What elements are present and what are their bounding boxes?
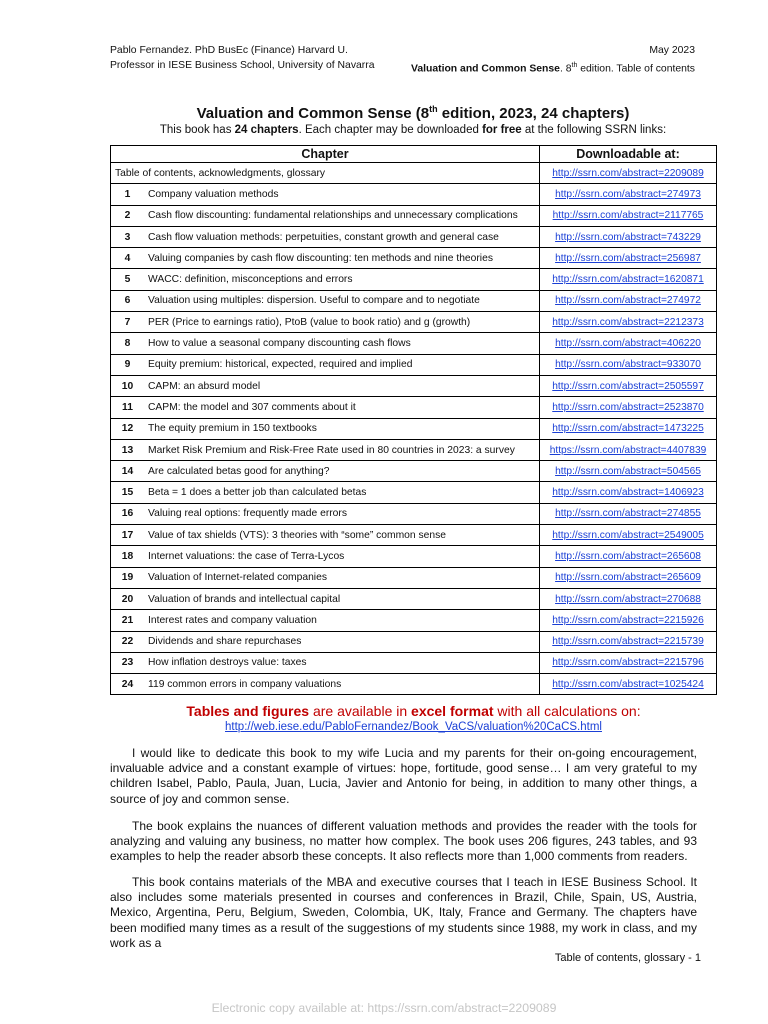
chapter-title: Company valuation methods <box>144 184 540 205</box>
chapter-link[interactable]: http://ssrn.com/abstract=2215739 <box>552 636 704 648</box>
chapter-link[interactable]: http://ssrn.com/abstract=2215796 <box>552 657 704 669</box>
chapter-link[interactable]: http://ssrn.com/abstract=1025424 <box>552 678 704 690</box>
chapter-title: Are calculated betas good for anything? <box>144 461 540 482</box>
chapter-number: 19 <box>111 567 145 588</box>
intro-link[interactable]: http://ssrn.com/abstract=2209089 <box>552 167 704 179</box>
table-row <box>111 226 717 247</box>
electronic-copy-watermark: Electronic copy available at: https://ssrn.com/abstract=2209089 <box>211 1001 557 1015</box>
table-row <box>111 610 717 631</box>
table-row <box>111 631 717 652</box>
table-row <box>111 567 717 588</box>
table-row <box>111 525 717 546</box>
chapter-title: Valuing real options: frequently made errors <box>144 503 540 524</box>
chapter-title: Cash flow discounting: fundamental relationships and unnecessary complications <box>144 205 540 226</box>
chapter-title: PER (Price to earnings ratio), PtoB (value to book ratio) and g (growth) <box>144 312 540 333</box>
chapter-title: Valuation of Internet-related companies <box>144 567 540 588</box>
chapter-title: The equity premium in 150 textbooks <box>144 418 540 439</box>
chapter-link[interactable]: http://ssrn.com/abstract=274972 <box>555 295 701 307</box>
chapter-link[interactable]: http://ssrn.com/abstract=1473225 <box>552 423 704 435</box>
chapter-link[interactable]: http://ssrn.com/abstract=2212373 <box>552 316 704 328</box>
chapter-number: 21 <box>111 610 145 631</box>
chapter-title: Valuation of brands and intellectual capital <box>144 588 540 609</box>
chapter-number: 24 <box>111 674 145 695</box>
chapter-column-header: Chapter <box>111 146 540 163</box>
chapter-number: 14 <box>111 461 145 482</box>
table-row <box>111 184 717 205</box>
table-row <box>111 248 717 269</box>
chapter-title: CAPM: an absurd model <box>144 375 540 396</box>
chapter-title: Interest rates and company valuation <box>144 610 540 631</box>
table-row <box>111 312 717 333</box>
chapter-link[interactable]: http://ssrn.com/abstract=2523870 <box>552 401 704 413</box>
chapter-number: 2 <box>111 205 145 226</box>
paragraph-book-description: The book explains the nuances of different valuation methods and provides the reader with the tools for analyzing and valuing any business, no matter how complex. The book uses 206 figures, 243 tables, and 93 examples to help the reader absorb these concepts. It also reflects more than 1,000 comments from readers. <box>110 819 697 864</box>
chapter-number: 23 <box>111 652 145 673</box>
tables-figures-link[interactable]: http://web.iese.edu/PabloFernandez/Book_VaCS/valuation%20CaCS.html <box>225 721 602 733</box>
table-header-row <box>111 146 717 163</box>
chapter-title: Equity premium: historical, expected, required and implied <box>144 354 540 375</box>
table-row <box>111 546 717 567</box>
chapter-link[interactable]: http://ssrn.com/abstract=1620871 <box>552 274 704 286</box>
chapter-number: 22 <box>111 631 145 652</box>
chapter-number: 17 <box>111 525 145 546</box>
chapters-table <box>110 145 717 695</box>
chapter-link[interactable]: http://ssrn.com/abstract=2505597 <box>552 380 704 392</box>
chapter-number: 20 <box>111 588 145 609</box>
chapter-number: 3 <box>111 226 145 247</box>
page-footer: Table of contents, glossary - 1 <box>554 952 701 964</box>
chapter-title: Valuation using multiples: dispersion. Useful to compare and to negotiate <box>144 290 540 311</box>
table-row <box>111 503 717 524</box>
chapter-link[interactable]: http://ssrn.com/abstract=270688 <box>555 593 701 605</box>
chapter-number: 8 <box>111 333 145 354</box>
chapter-title: How inflation destroys value: taxes <box>144 652 540 673</box>
chapter-number: 16 <box>111 503 145 524</box>
table-row <box>111 461 717 482</box>
chapter-link[interactable]: http://ssrn.com/abstract=2549005 <box>552 529 704 541</box>
page-subtitle: This book has 24 chapters. Each chapter may be downloaded for free at the following SSRN links: <box>159 124 667 136</box>
table-row <box>111 439 717 460</box>
chapter-title: Value of tax shields (VTS): 3 theories with “some” common sense <box>144 525 540 546</box>
table-row <box>111 354 717 375</box>
table-row <box>111 674 717 695</box>
chapter-link[interactable]: http://ssrn.com/abstract=274855 <box>555 508 701 520</box>
table-row <box>111 205 717 226</box>
chapter-number: 13 <box>111 439 145 460</box>
table-row <box>111 290 717 311</box>
chapter-link[interactable]: http://ssrn.com/abstract=256987 <box>555 252 701 264</box>
table-row-intro <box>111 163 717 184</box>
table-row <box>111 418 717 439</box>
chapter-title: Market Risk Premium and Risk-Free Rate used in 80 countries in 2023: a survey <box>144 439 540 460</box>
table-row <box>111 397 717 418</box>
chapter-title: CAPM: the model and 307 comments about it <box>144 397 540 418</box>
running-title: Valuation and Common Sense. 8th edition. Table of contents <box>410 61 695 74</box>
chapter-link[interactable]: http://ssrn.com/abstract=2117765 <box>552 210 704 222</box>
table-row <box>111 375 717 396</box>
chapter-number: 11 <box>111 397 145 418</box>
author-line: Pablo Fernandez. PhD BusEc (Finance) Harvard U. <box>110 45 348 56</box>
chapter-link[interactable]: http://ssrn.com/abstract=274973 <box>555 188 701 200</box>
chapter-number: 1 <box>111 184 145 205</box>
chapter-number: 12 <box>111 418 145 439</box>
table-row <box>111 588 717 609</box>
chapter-title: Beta = 1 does a better job than calculated betas <box>144 482 540 503</box>
table-row <box>111 652 717 673</box>
chapter-title: Dividends and share repurchases <box>144 631 540 652</box>
chapter-number: 6 <box>111 290 145 311</box>
chapter-link[interactable]: http://ssrn.com/abstract=265608 <box>555 550 701 562</box>
table-row <box>111 269 717 290</box>
chapter-number: 5 <box>111 269 145 290</box>
chapter-title: Internet valuations: the case of Terra-Lycos <box>144 546 540 567</box>
tables-figures-note: Tables and figures are available in excel format with all calculations on: <box>186 703 641 719</box>
chapter-number: 7 <box>111 312 145 333</box>
paragraph-dedication: I would like to dedicate this book to my wife Lucia and my parents for their on-going encouragement, invaluable advice and a constant example of virtues: hope, fortitude, good sense… I am very grateful to my children Isabel, Pablo, Paula, Juan, Lucia, Javier and Antonio for being, in addition to many other things, a source of joy and common sense. <box>110 746 697 806</box>
chapter-number: 9 <box>111 354 145 375</box>
chapter-number: 10 <box>111 375 145 396</box>
header-date: May 2023 <box>649 45 695 56</box>
intro-title: Table of contents, acknowledgments, glossary <box>111 163 540 184</box>
chapter-title: Cash flow valuation methods: perpetuities, constant growth and general case <box>144 226 540 247</box>
chapter-link[interactable]: http://ssrn.com/abstract=743229 <box>555 231 701 243</box>
page-title: Valuation and Common Sense (8th edition, 2023, 24 chapters) <box>196 104 630 122</box>
chapter-title: Valuing companies by cash flow discounting: ten methods and nine theories <box>144 248 540 269</box>
chapter-link[interactable]: http://ssrn.com/abstract=933070 <box>555 359 701 371</box>
table-row <box>111 482 717 503</box>
chapter-link[interactable]: http://ssrn.com/abstract=1406923 <box>552 487 704 499</box>
download-column-header: Downloadable at: <box>540 146 717 163</box>
chapter-link[interactable]: https://ssrn.com/abstract=4407839 <box>549 444 707 456</box>
table-row <box>111 333 717 354</box>
paragraph-materials: This book contains materials of the MBA and executive courses that I teach in IESE Business School. It also includes some materials presented in courses and conferences in Brazil, Chile, Spain, US, Austria, Mexico, Argentina, Peru, Belgium, Sweden, Colombia, UK, Italy, France and Germany. The chapters have been modified many times as a result of the suggestions of my students since 1988, my work in class, and my work as a <box>110 875 697 950</box>
chapter-title: How to value a seasonal company discounting cash flows <box>144 333 540 354</box>
chapter-title: 119 common errors in company valuations <box>144 674 540 695</box>
chapter-number: 18 <box>111 546 145 567</box>
affiliation: Professor in IESE Business School, University of Navarra <box>110 59 375 71</box>
chapter-number: 15 <box>111 482 145 503</box>
chapter-number: 4 <box>111 248 145 269</box>
chapter-link[interactable]: http://ssrn.com/abstract=2215926 <box>552 614 704 626</box>
chapter-link[interactable]: http://ssrn.com/abstract=406220 <box>555 338 701 350</box>
chapter-link[interactable]: http://ssrn.com/abstract=504565 <box>555 465 701 477</box>
chapter-link[interactable]: http://ssrn.com/abstract=265609 <box>555 572 701 584</box>
chapter-title: WACC: definition, misconceptions and errors <box>144 269 540 290</box>
page-header <box>110 44 695 76</box>
